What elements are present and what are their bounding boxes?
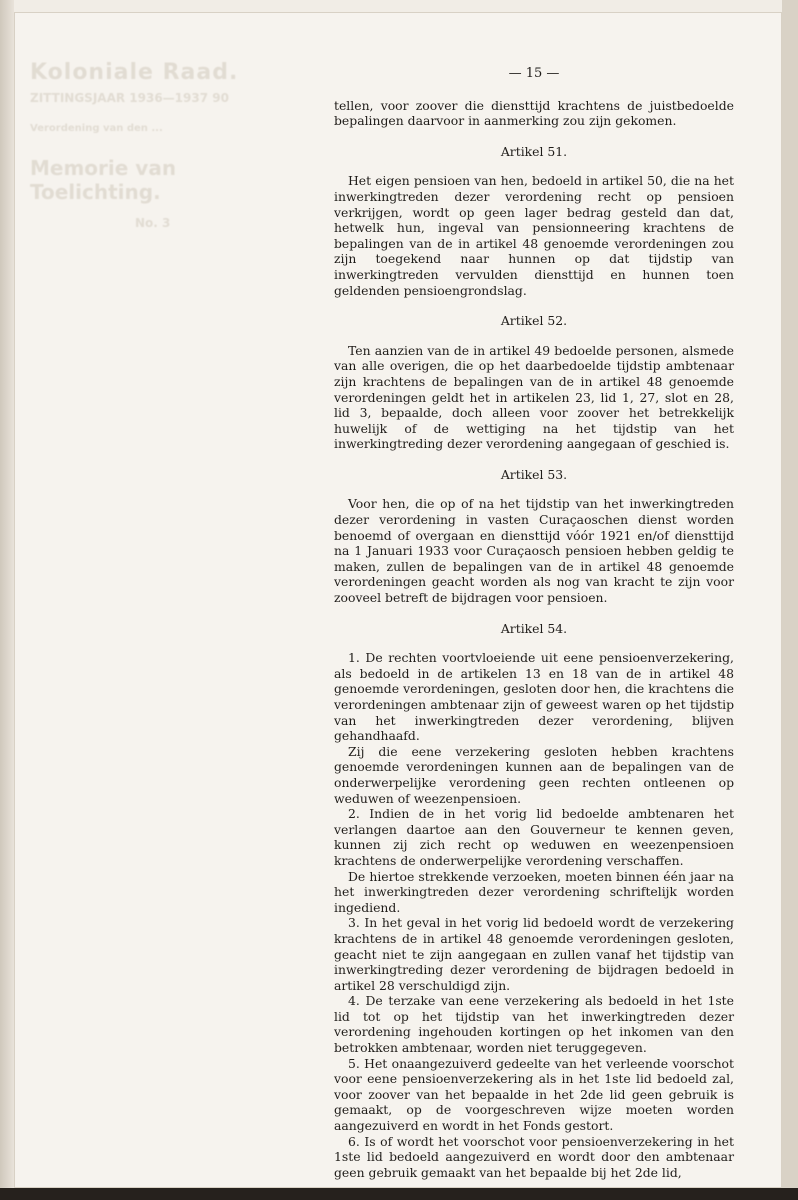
article-53-heading: Artikel 53. [500, 466, 568, 482]
ghost-line-3: Verordening van den ... [30, 123, 163, 134]
article-51-heading: Artikel 51. [500, 143, 568, 159]
article-54-clause-2b: De hiertoe strekkende verzoeken, moeten binnen één jaar na het inwerkingtreden dezer verordening schriftelijk worden ingediend. [334, 868, 734, 915]
page-content [334, 66, 734, 1180]
binder-edge [0, 0, 14, 1200]
article-54-clause-6: 6. Is of wordt het voorschot voor pensioenverzekering in het 1ste lid bedoeld aangezuiverd en wordt door den ambtenaar geen gebruik gemaakt van het bepaalde bij het 2de lid, [334, 1133, 734, 1180]
right-edge [782, 0, 798, 1200]
scan-bottom-edge [0, 1188, 798, 1200]
ghost-line-1: Koloniale Raad. [30, 60, 239, 85]
article-54-clause-5: 5. Het onaangezuiverd gedeelte van het verleende voorschot voor eene pensioenverzekering als in het 1ste lid bedoeld zal, voor zoover van het bepaalde in het 2de lid geen gebruik is gemaakt, op de voorgeschreven wijze moeten worden aangezuiverd en wordt in het Fonds gestort. [334, 1055, 734, 1134]
article-54-clause-1b: Zij die eene verzekering gesloten hebben krachtens genoemde verordeningen kunnen aan de bepalingen van de onderwerpelijke verordening geen rechten ontleenen op weduwen of weezenpensioen. [334, 743, 734, 806]
article-54-clause-2: 2. Indien de in het vorig lid bedoelde ambtenaren het verlangen daartoe aan den Gouverneur te kennen geven, kunnen zij zich recht op weduwen en weezenpensioen krachtens de onderwerpelijke verordening verschaffen. [334, 806, 734, 868]
article-54-clause-3: 3. In het geval in het vorig lid bedoeld wordt de verzekering krachtens de in artikel 48 genoemde verordeningen gesloten, geacht niet te zijn aangegaan en zullen vanaf het tijdstip van inwerkingtreding dezer verordening de bijdragen bedoeld in artikel 28 verschuldigd zijn. [334, 915, 734, 993]
article-53-text: Voor hen, die op of na het tijdstip van het inwerkingtreden dezer verordening in vasten Curaçaoschen dienst worden benoemd of overgaan en diensttijd vóór 1921 en/of diensttijd na 1 Januari 1933 voor Curaçaosch pensioen hebben geldig te maken, zullen de bepalingen van de in artikel 48 genoemde verordeningen geacht worden als nog van kracht te zijn voor zooveel betreft de bijdragen voor pensioen. [334, 496, 734, 606]
article-54-clause-1: 1. De rechten voortvloeiende uit eene pensioenverzekering, als bedoeld in de artikelen 13 en 18 van de in artikel 48 genoemde verordeningen, gesloten door hen, die krachtens die verordeningen ambtenaar zijn of geweest waren op het tijdstip van het inwerkingtreden dezer verordening, blijven gehandhaafd. [334, 650, 734, 744]
article-52-heading: Artikel 52. [500, 313, 568, 329]
ghost-line-2: ZITTINGSJAAR 1936—1937 90 [30, 91, 229, 105]
article-51-text: Het eigen pensioen van hen, bedoeld in artikel 50, die na het inwerkingtreden dezer verordening recht op pensioen verkrijgen, wordt op geen lager bedrag gesteld dan dat, hetwelk hun, ingeval van pensionneering krachtens de bepalingen van de in artikel 48 genoemde verordeningen zou zijn toegekend naar hunnen op dat tijdstip van inwerkingtreden vervulden diensttijd en hunnen toen geldenden pensioengrondslag. [334, 173, 734, 298]
page-number-header: — 15 — [508, 66, 560, 81]
article-54-heading: Artikel 54. [500, 620, 568, 636]
bleed-through-text [30, 60, 290, 320]
ghost-line-5: No. 3 [135, 216, 171, 230]
article-52-text: Ten aanzien van de in artikel 49 bedoelde personen, alsmede van alle overigen, die op het daarbedoelde tijdstip ambtenaar zijn krachtens de bepalingen van de in artikel 48 genoemde verordeningen geldt het in artikelen 23, lid 1, 27, slot en 28, lid 3, bepaalde, doch alleen voor zoover het betrekkelijk huwelijk of de wettiging na het tijdstip van het inwerkingtreding dezer verordening aangegaan of geschied is. [334, 342, 734, 452]
ghost-line-4: Memorie van Toelichting. [30, 156, 177, 204]
paragraph-continuation: tellen, voor zoover die diensttijd krachtens de juistbedoelde bepalingen daarvoor in aanmerking zou zijn gekomen. [334, 97, 734, 129]
article-54-clause-4: 4. De terzake van eene verzekering als bedoeld in het 1ste lid tot op het tijdstip van het inwerkingtreden dezer verordening ingehouden kortingen op het inkomen van den betrokken ambtenaar, worden niet teruggegeven. [334, 993, 734, 1056]
